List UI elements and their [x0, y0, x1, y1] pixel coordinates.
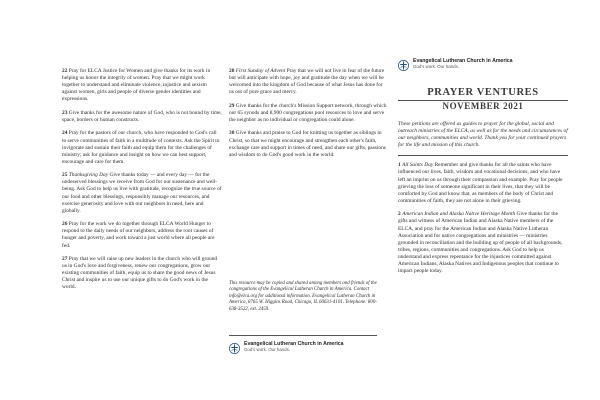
prayer-number: 2 — [398, 211, 401, 218]
prayer-entry — [62, 221, 222, 249]
prayer-number: 1 — [398, 162, 401, 169]
elca-cross-icon — [398, 58, 409, 69]
column-three — [398, 58, 568, 282]
prayer-number: 25 — [62, 172, 68, 179]
prayer-number: 27 — [62, 256, 68, 263]
prayer-number: 22 — [62, 68, 68, 74]
prayer-text: Remember and give thanks for all the saints who have influenced our lives, faith, wisdom and vocational decisions, and who have left an imprint on us through their compassion and example. Pray for people grieving the loss of someone significant in their lives, that they will be comforted by God and know that, as members of the body of Christ and communities of faith, they are not alone in their grieving. — [398, 162, 563, 204]
elca-cross-icon — [229, 341, 240, 352]
intro-text: These petitions are offered as guides to prayer for the global, social and outreach ministries of the ELCA, as well as for the needs and circumstances of our neighbors, communities and world. Thank you for your continued prayers for the life and mission of this church. — [398, 121, 568, 149]
column-two — [229, 68, 387, 165]
prayer-entry — [62, 130, 222, 165]
prayer-text: Pray for ELCA Justice for Women and give thanks for its work in helping us honor the integrity of women. Pray that we might work together to understand and eliminate violence, injustice and sexism against women, girls and people of diverse gender identities and expressions. — [62, 68, 211, 103]
prayer-text: Give thanks and praise to God for knitting us together as siblings in Christ, so that we might encourage and strengthen each other's faith, exchange care and support in times of need, and share our gifts, passions and wisdom to do God's good work in the world. — [229, 130, 386, 158]
prayer-observance: Thanksgiving Day — [68, 172, 109, 179]
prayer-number: 24 — [62, 130, 68, 137]
prayer-entry — [229, 68, 387, 96]
prayer-number: 28 — [229, 68, 235, 74]
prayer-text: Pray for the pastors of our church, who have responded to God's call to serve communities of faith in a multitude of contexts. Ask the Spirit to invigorate and sustain their faith and equip them for the challenges of ministry; ask for guidance and insight on how we can best support, encourage and care for them. — [62, 130, 220, 165]
prayer-observance: American Indian and Alaska Native Heritage Month — [402, 211, 516, 218]
copyright-notice: This resource may be copied and shared among members and friends of the congregations of the Evangelical Lutheran Church in America. Contact info@elca.org for additional information. Evangelical Lutheran Church in America, 8765 W. Higgins Road, Chicago, IL 60631-4101. Telephone: 800-638-3522, ext. 2459. — [229, 280, 377, 312]
prayer-entry — [398, 162, 568, 205]
prayer-number: 23 — [62, 109, 68, 116]
elca-logo-header — [398, 58, 568, 69]
elca-logo-footer — [229, 341, 344, 352]
prayer-text: Pray that we will raise up new leaders in the church who will ground us in God's love and forgiveness, renew our congregations, grow our existing communities of faith, equip us to share the good news of Jesus Christ and inspire us to use our unique gifts to do God's work in the world. — [62, 256, 218, 291]
prayer-entry — [229, 130, 387, 158]
page-subtitle: NOVEMBER 2021 — [442, 101, 524, 111]
prayer-number: 30 — [229, 130, 235, 137]
prayer-number: 29 — [229, 102, 235, 109]
notice-divider — [229, 335, 377, 336]
elca-name: Evangelical Lutheran Church in America — [413, 58, 513, 64]
prayer-entry — [398, 211, 568, 275]
prayer-entry — [229, 103, 387, 124]
page-title: PRAYER VENTURES — [427, 87, 539, 98]
prayer-text: Pray for the work we do together through ELCA World Hunger to respond to the daily needs of our neighbors, address the root causes of hunger and poverty, and work toward a just world where all people are fed. — [62, 221, 215, 249]
prayer-text: Pray that we will not live in fear of the future but will anticipate with hope, joy and gratitude the day when we will be welcomed into the kingdom of God because of what Jesus has done for us out of pure grace and mercy. — [229, 68, 385, 96]
elca-tagline: God's work. Our hands. — [244, 347, 290, 352]
prayer-text: Give thanks for the gifts and witness of American Indian and Alaska Native members of the ELCA, and pray for the American Indian and Alaska Native Lutheran Association and for native congregations and ministries — ministries grounded in reconciliation and the building up of people of all backgrounds, tribes, regions, communities and congregations. Ask God to help us understand and express repentance for the injustices committed against American Indians, Alaska Natives and Indigenous peoples that continue to impact people today. — [398, 211, 563, 275]
prayer-number: 26 — [62, 221, 68, 228]
prayer-entry — [62, 68, 222, 103]
prayer-entry — [62, 256, 222, 291]
prayer-observance: All Saints Day — [402, 162, 434, 169]
column-one — [62, 68, 222, 298]
elca-tagline: God's work. Our hands. — [413, 64, 459, 69]
prayer-entry — [62, 172, 222, 215]
elca-name: Evangelical Lutheran Church in America — [244, 341, 344, 347]
prayer-text: Give thanks for the church's Mission Support network, through which our 65 synods and 8,900 congregations pool resources to love and serve the neighbor as no individual or congregation could alone. — [229, 102, 387, 123]
intro-divider — [398, 155, 568, 156]
prayer-text: Give thanks today — and every day — for the undeserved blessings we receive from God for our sustenance and well-being. Ask God to help us live with gratitude, recognize the true source of our food and other blessings, responsibly manage our resources, and exercise generosity and love with our neighbors in need, here and globally. — [62, 172, 222, 214]
prayer-entry — [62, 110, 222, 124]
prayer-text: Give thanks for the awesome nature of God, who is not bound by time, space, borders or human constructs. — [62, 109, 222, 123]
prayer-observance: First Sunday of Advent — [235, 68, 286, 74]
